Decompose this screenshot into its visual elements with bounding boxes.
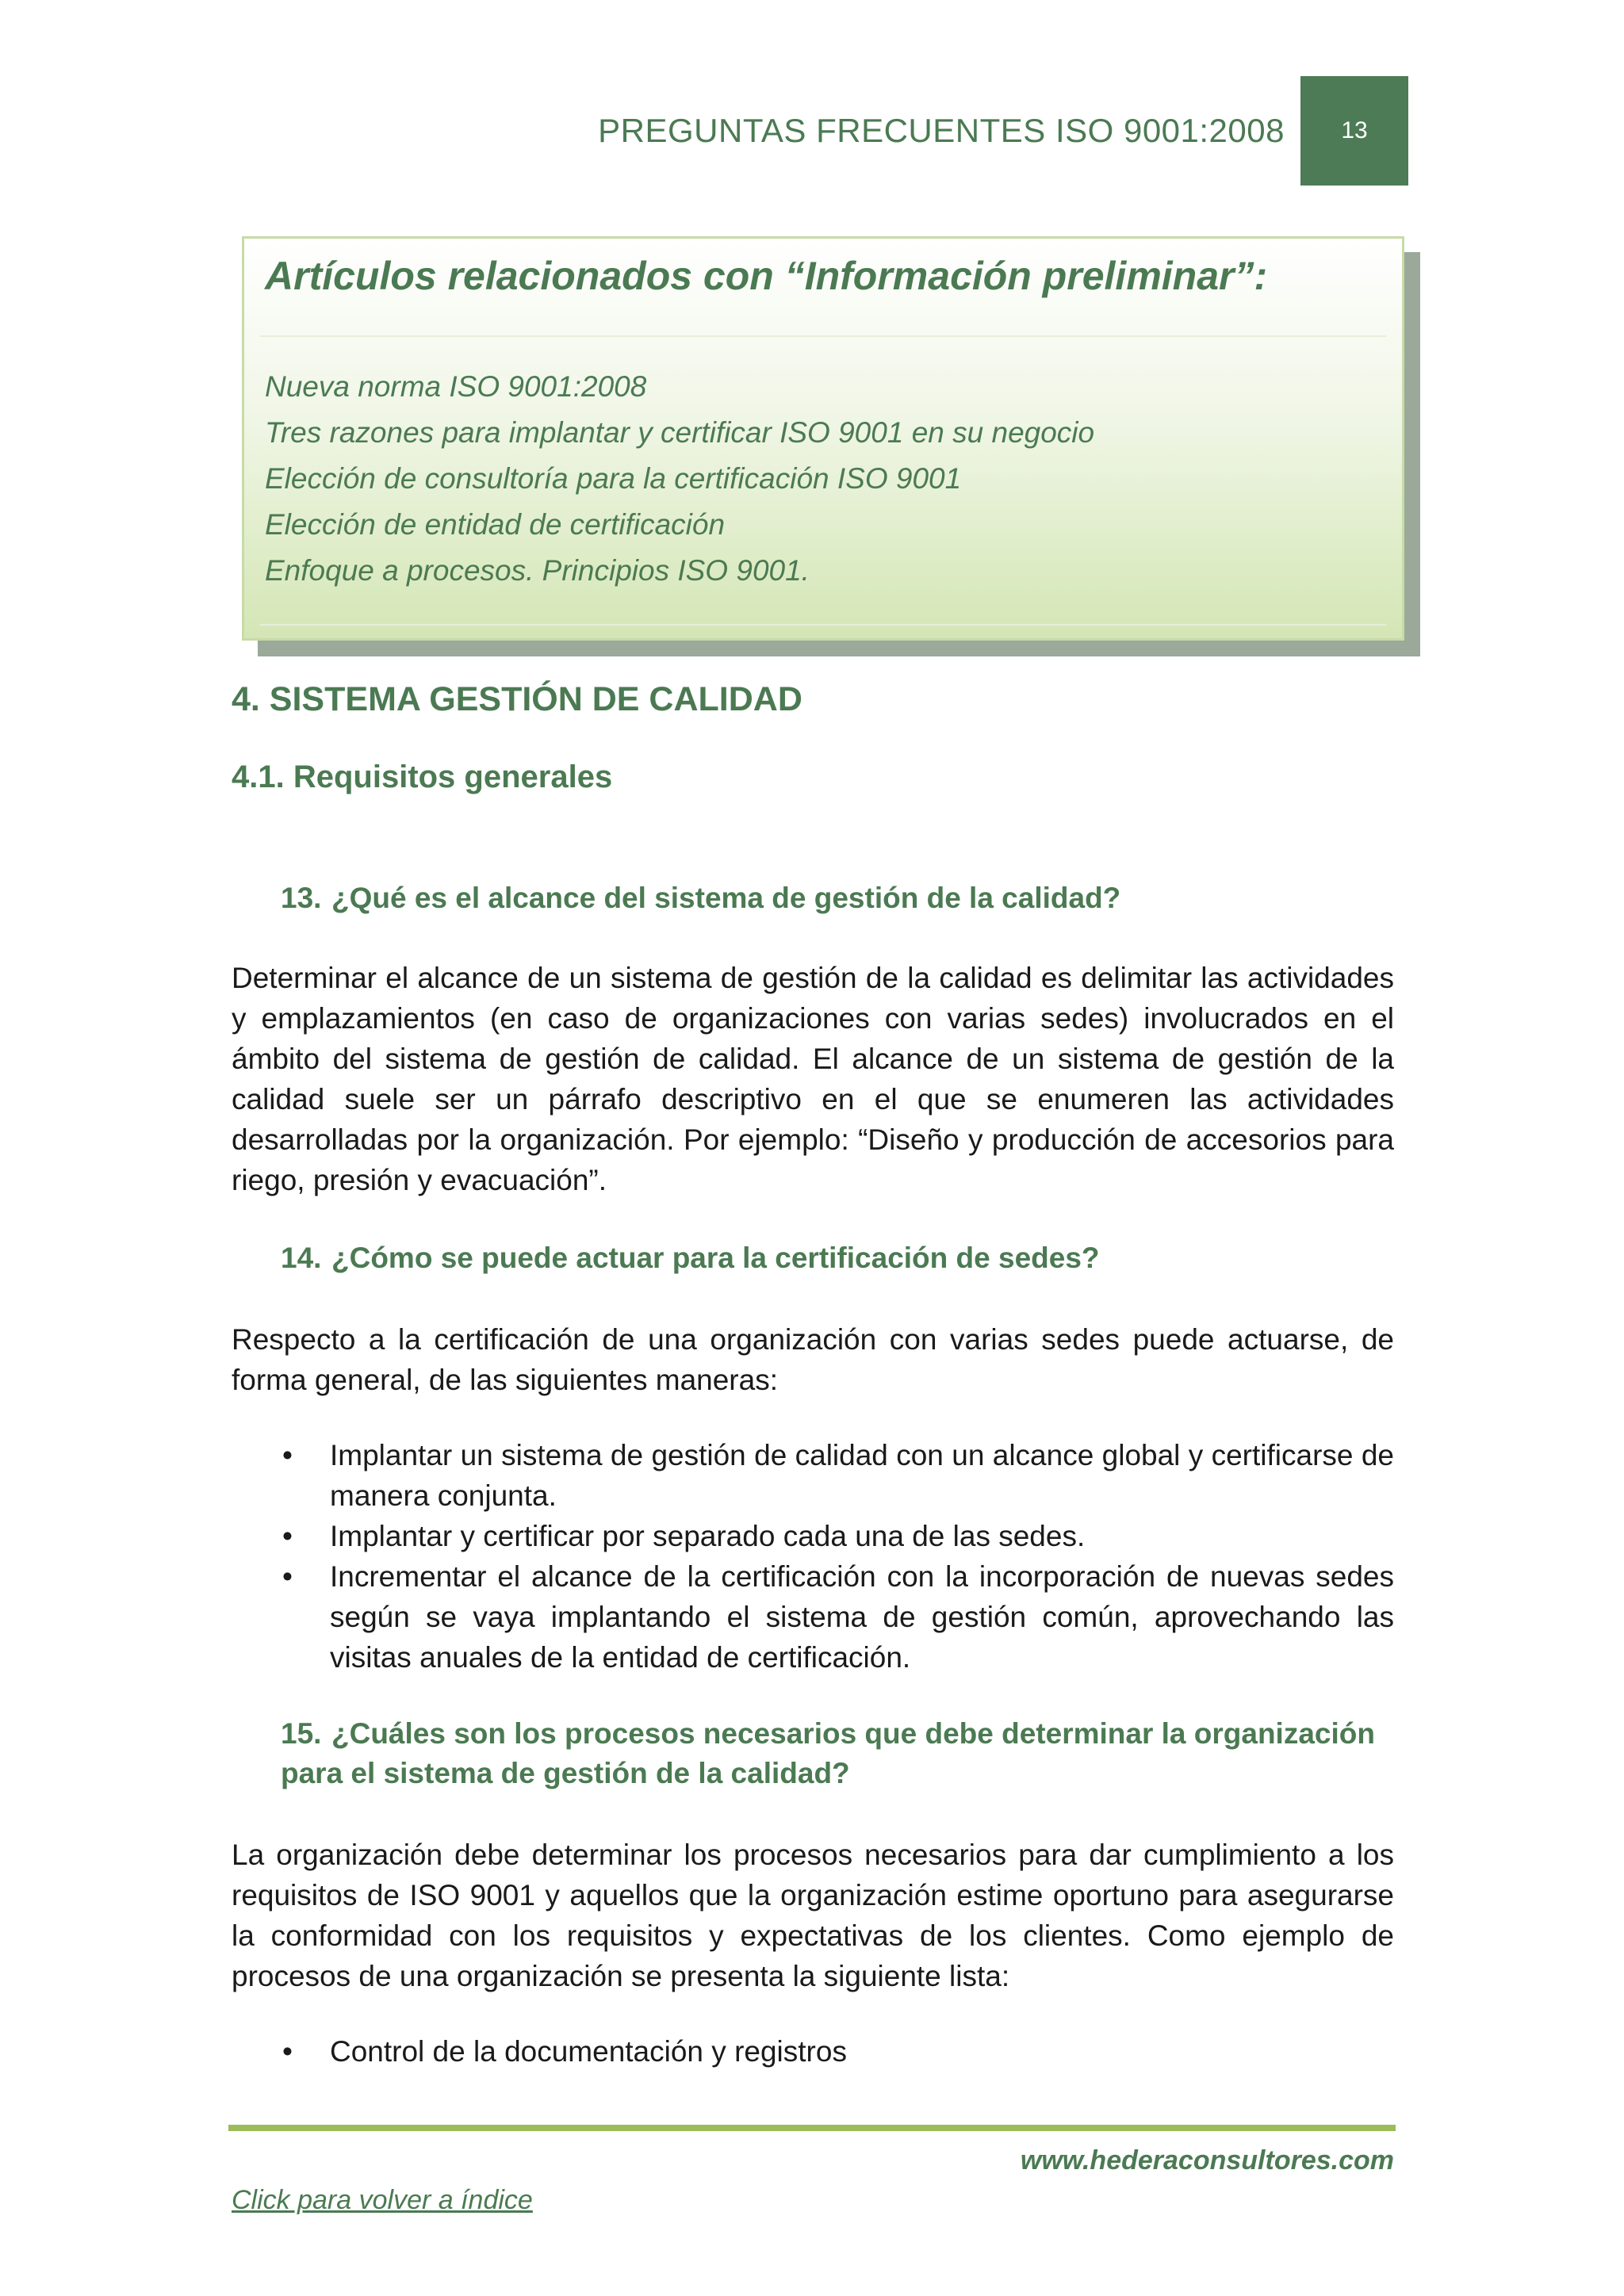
- list-item-text: Implantar y certificar por separado cada una de las sedes.: [330, 1520, 1086, 1552]
- related-article-link[interactable]: Tres razones para implantar y certificar ISO 9001 en su negocio: [265, 416, 1095, 449]
- bullet-icon: •: [282, 1439, 293, 1471]
- back-to-index-link[interactable]: Click para volver a índice: [232, 2185, 533, 2215]
- related-divider-bottom: [260, 624, 1386, 626]
- question-13: [281, 878, 1394, 918]
- related-article-link[interactable]: Elección de entidad de certificación: [265, 508, 726, 541]
- sedes-options-list: [232, 1435, 1394, 1678]
- question-15: [281, 1714, 1394, 1793]
- bullet-icon: •: [282, 1560, 293, 1593]
- related-articles-title: Artículos relacionados con “Información preliminar”:: [265, 254, 1268, 298]
- process-list: [232, 2031, 1394, 2072]
- list-item: [232, 2031, 1394, 2072]
- list-item-text: Incrementar el alcance de la certificación con la incorporación de nuevas sedes según se vaya implantando el sistema de gestión común, aprovechando las visitas anuales de la entidad de certificación.: [330, 1560, 1394, 1674]
- list-item: [232, 1435, 1394, 1516]
- list-item-text: Implantar un sistema de gestión de calidad con un alcance global y certificarse de manera conjunta.: [330, 1439, 1394, 1512]
- list-item: [232, 1516, 1394, 1556]
- subsection-heading: 4.1. Requisitos generales: [232, 760, 613, 794]
- list-item-text: Control de la documentación y registros: [330, 2035, 847, 2068]
- list-item: [232, 1556, 1394, 1678]
- question-number: 14.: [281, 1242, 322, 1274]
- question-text: ¿Cómo se puede actuar para la certificación de sedes?: [331, 1242, 1100, 1274]
- related-articles-box: [242, 236, 1404, 641]
- question-number: 13.: [281, 882, 322, 914]
- related-article-link[interactable]: Nueva norma ISO 9001:2008: [265, 370, 647, 403]
- footer-website[interactable]: www.hederaconsultores.com: [1020, 2145, 1394, 2175]
- bullet-icon: •: [282, 1520, 293, 1552]
- answer-14: Respecto a la certificación de una organización con varias sedes puede actuarse, de forma general, de las siguientes maneras:: [232, 1323, 1394, 1396]
- question-text: ¿Cuáles son los procesos necesarios que debe determinar la organización para el sistema de gestión de la calidad?: [281, 1717, 1375, 1789]
- related-article-link[interactable]: Elección de consultoría para la certificación ISO 9001: [265, 462, 962, 495]
- question-number: 15.: [281, 1717, 322, 1750]
- header-title: PREGUNTAS FRECUENTES ISO 9001:2008: [598, 112, 1285, 149]
- bullet-icon: •: [282, 2035, 293, 2068]
- answer-15: La organización debe determinar los procesos necesarios para dar cumplimiento a los requisitos de ISO 9001 y aquellos que la organización estime oportuno para asegurarse la conformidad con los requisitos y expectativas de los clientes. Como ejemplo de procesos de una organización se presenta la siguiente lista:: [232, 1839, 1394, 1992]
- related-divider-top: [260, 335, 1386, 337]
- footer-divider: [228, 2125, 1396, 2131]
- answer-13: Determinar el alcance de un sistema de gestión de la calidad es delimitar las actividades y emplazamientos (en caso de organizaciones con varias sedes) involucrados en el ámbito del sistema de gestión de calidad. El alcance de un sistema de gestión de la calidad suele ser un párrafo descriptivo en el que se enumeren las actividades desarrolladas por la organización. Por ejemplo: “Diseño y producción de accesorios para riego, presión y evacuación”.: [232, 962, 1394, 1196]
- page-number: 13: [1300, 76, 1408, 186]
- section-heading: 4. SISTEMA GESTIÓN DE CALIDAD: [232, 680, 802, 718]
- related-article-link[interactable]: Enfoque a procesos. Principios ISO 9001.: [265, 554, 810, 587]
- question-text: ¿Qué es el alcance del sistema de gestión de la calidad?: [331, 882, 1121, 914]
- related-articles-list: [265, 364, 1094, 594]
- question-14: [281, 1238, 1394, 1278]
- page-header: [598, 76, 1408, 186]
